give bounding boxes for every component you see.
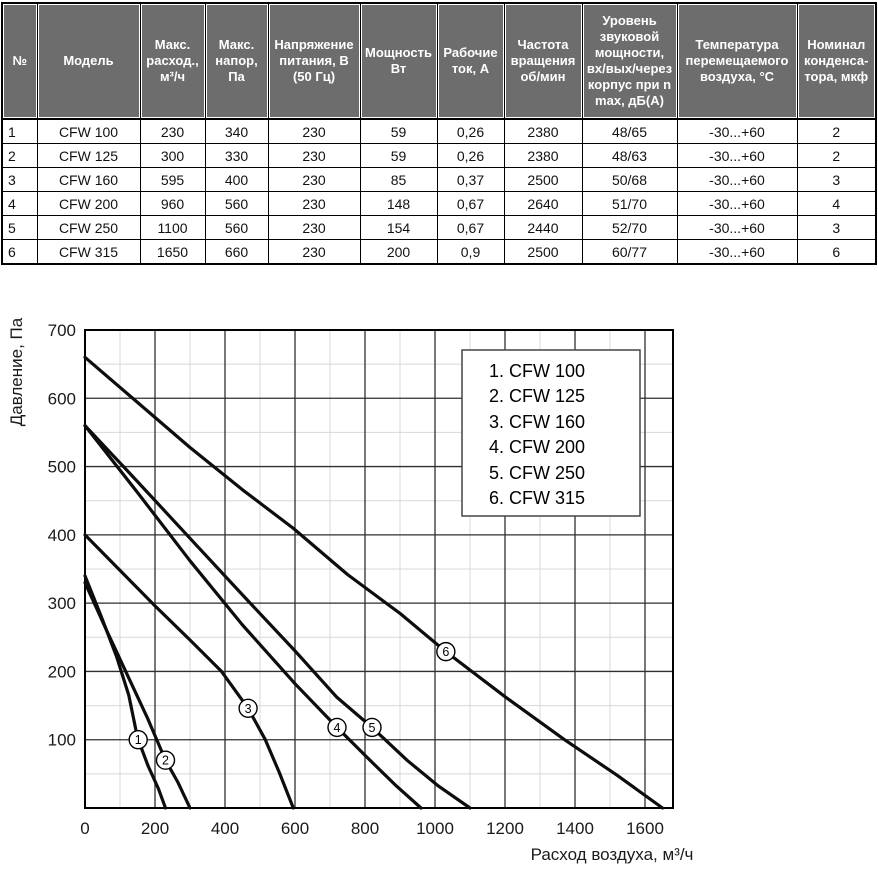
table-cell: 2380 xyxy=(504,144,582,168)
table-cell: -30...+60 xyxy=(677,144,797,168)
table-row xyxy=(2,168,876,192)
y-tick-label: 300 xyxy=(47,594,76,614)
x-tick-label: 1600 xyxy=(626,819,664,838)
table-cell: 2 xyxy=(2,144,37,168)
column-header-5: Мощность Вт xyxy=(360,3,437,119)
table-row xyxy=(2,144,876,168)
x-tick-label: 1200 xyxy=(486,819,524,838)
column-header-1: Модель xyxy=(37,3,140,119)
x-tick-label: 400 xyxy=(210,819,240,838)
table-cell: 59 xyxy=(360,144,437,168)
table-cell: 2640 xyxy=(504,192,582,216)
curve-badge-label: 6 xyxy=(442,645,450,660)
legend-entry: 1. CFW 100 xyxy=(489,361,586,381)
curve-badge-label: 4 xyxy=(333,720,341,735)
table-cell: 595 xyxy=(140,168,205,192)
table-cell: 330 xyxy=(205,144,268,168)
legend-entry: 5. CFW 250 xyxy=(489,463,586,483)
x-tick-label: 800 xyxy=(350,819,380,838)
table-cell: 1100 xyxy=(140,216,205,240)
y-tick-label: 200 xyxy=(47,662,76,682)
table-header-row xyxy=(2,3,876,119)
table-cell: 230 xyxy=(140,119,205,144)
table-cell: -30...+60 xyxy=(677,192,797,216)
legend-entry: 6. CFW 315 xyxy=(489,488,586,508)
table-cell: 0,67 xyxy=(437,192,504,216)
column-header-7: Частота вращения об/мин xyxy=(504,3,582,119)
table-cell: 400 xyxy=(205,168,268,192)
table-cell: 2440 xyxy=(504,216,582,240)
table-cell: 1 xyxy=(2,119,37,144)
table-cell: 6 xyxy=(2,240,37,265)
table-cell: 4 xyxy=(2,192,37,216)
x-tick-label: 600 xyxy=(280,819,310,838)
table-cell: 59 xyxy=(360,119,437,144)
curve-badge-label: 5 xyxy=(368,720,376,735)
table-cell: 154 xyxy=(360,216,437,240)
table-row xyxy=(2,216,876,240)
table-cell: 2 xyxy=(797,144,876,168)
performance-chart xyxy=(0,298,800,876)
table-cell: 60/77 xyxy=(582,240,677,265)
table-row xyxy=(2,119,876,144)
y-axis-title: Давление, Па xyxy=(7,317,26,427)
y-tick-label: 600 xyxy=(47,389,76,409)
table-cell: 960 xyxy=(140,192,205,216)
table-cell: 2 xyxy=(797,119,876,144)
table-cell: 5 xyxy=(2,216,37,240)
table-cell: 230 xyxy=(268,192,360,216)
table-cell: 52/70 xyxy=(582,216,677,240)
legend-entry: 3. CFW 160 xyxy=(489,412,586,432)
table-cell: 0,37 xyxy=(437,168,504,192)
column-header-9: Температура перемещаемого воздуха, °С xyxy=(677,3,797,119)
table-cell: 3 xyxy=(797,216,876,240)
table-cell: 6 xyxy=(797,240,876,265)
table-cell: 2500 xyxy=(504,168,582,192)
table-cell: 0,26 xyxy=(437,144,504,168)
table-cell: CFW 100 xyxy=(37,119,140,144)
table-cell: 48/65 xyxy=(582,119,677,144)
table-cell: 1650 xyxy=(140,240,205,265)
column-header-6: Рабочие ток, А xyxy=(437,3,504,119)
table-cell: 340 xyxy=(205,119,268,144)
curve-badge-label: 3 xyxy=(244,701,252,716)
table-cell: 148 xyxy=(360,192,437,216)
table-cell: 230 xyxy=(268,168,360,192)
table-cell: 85 xyxy=(360,168,437,192)
table-cell: 560 xyxy=(205,192,268,216)
table-cell: -30...+60 xyxy=(677,240,797,265)
curve-badge-label: 2 xyxy=(162,753,169,768)
y-tick-label: 700 xyxy=(47,321,76,340)
table-cell: CFW 125 xyxy=(37,144,140,168)
chart-legend xyxy=(462,350,640,516)
table-cell: -30...+60 xyxy=(677,216,797,240)
y-tick-label: 400 xyxy=(47,525,76,545)
table-cell: 230 xyxy=(268,216,360,240)
table-row xyxy=(2,192,876,216)
table-cell: 230 xyxy=(268,119,360,144)
table-cell: 300 xyxy=(140,144,205,168)
column-header-3: Макс. напор, Па xyxy=(205,3,268,119)
curve-badge-label: 1 xyxy=(134,733,142,748)
chart-area xyxy=(0,298,800,876)
table-cell: 560 xyxy=(205,216,268,240)
spec-table xyxy=(1,2,877,265)
table-cell: 0,67 xyxy=(437,216,504,240)
table-cell: 200 xyxy=(360,240,437,265)
table-cell: 3 xyxy=(797,168,876,192)
x-tick-label: 1000 xyxy=(416,819,454,838)
table-cell: CFW 160 xyxy=(37,168,140,192)
table-cell: CFW 200 xyxy=(37,192,140,216)
column-header-0: № xyxy=(2,3,37,119)
table-cell: 4 xyxy=(797,192,876,216)
column-header-10: Номинал конденса- тора, мкф xyxy=(797,3,876,119)
y-tick-label: 500 xyxy=(47,457,76,477)
curve-cfw-200 xyxy=(85,426,421,808)
table-cell: CFW 315 xyxy=(37,240,140,265)
table-cell: 230 xyxy=(268,240,360,265)
x-tick-label: 0 xyxy=(80,819,90,838)
table-cell: 660 xyxy=(205,240,268,265)
table-cell: -30...+60 xyxy=(677,119,797,144)
table-cell: CFW 250 xyxy=(37,216,140,240)
table-row xyxy=(2,240,876,265)
column-header-2: Макс. расход., м³/ч xyxy=(140,3,205,119)
table-cell: 230 xyxy=(268,144,360,168)
table-cell: 50/68 xyxy=(582,168,677,192)
x-tick-label: 200 xyxy=(140,819,170,838)
table-cell: 0,26 xyxy=(437,119,504,144)
table-cell: 0,9 xyxy=(437,240,504,265)
column-header-4: Напряжение питания, В (50 Гц) xyxy=(268,3,360,119)
table-cell: 2500 xyxy=(504,240,582,265)
table-cell: 2380 xyxy=(504,119,582,144)
x-axis-title: Расход воздуха, м³/ч xyxy=(530,845,694,864)
table-cell: -30...+60 xyxy=(677,168,797,192)
table-cell: 3 xyxy=(2,168,37,192)
table-cell: 48/63 xyxy=(582,144,677,168)
y-tick-label: 100 xyxy=(47,730,76,750)
column-header-8: Уровень звуковой мощности, вх/вых/через корпус при n max, дБ(А) xyxy=(582,3,677,119)
table-body xyxy=(2,119,876,264)
x-tick-label: 1400 xyxy=(556,819,594,838)
table-cell: 51/70 xyxy=(582,192,677,216)
legend-entry: 4. CFW 200 xyxy=(489,437,586,457)
legend-entry: 2. CFW 125 xyxy=(489,386,586,406)
